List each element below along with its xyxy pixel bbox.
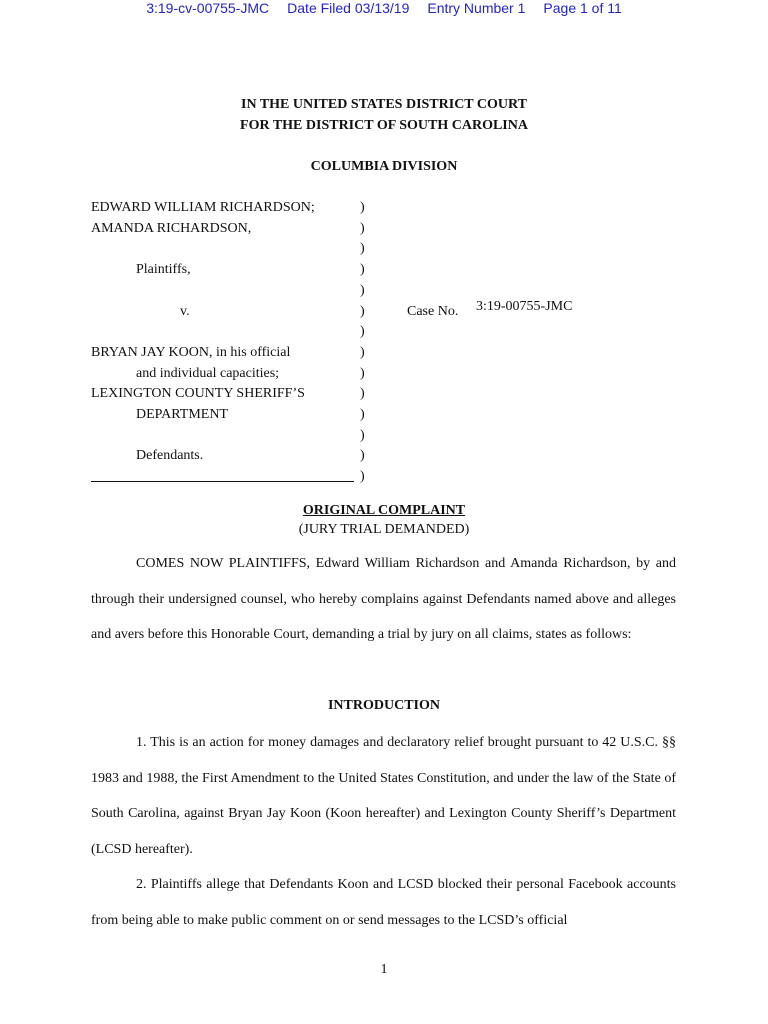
- intro-paragraph: COMES NOW PLAINTIFFS, Edward William Richardson and Amanda Richardson, by and through their undersigned counsel, who hereby complains against Defendants named above and alleges and avers before this Honorable Court, demanding a trial by jury on all claims, states as follows:: [91, 556, 676, 642]
- document-title: [0, 501, 768, 520]
- document-title-text: ORIGINAL COMPLAINT: [302, 503, 466, 518]
- page-number: 1: [380, 962, 388, 977]
- caption-plaintiffs-label: Plaintiffs,: [136, 262, 191, 277]
- court-name-line1: IN THE UNITED STATES DISTRICT COURT: [241, 97, 527, 112]
- caption-versus: v.: [180, 304, 190, 319]
- stamp-case-number: 3:19-cv-00755-JMC: [146, 0, 270, 16]
- document-subtitle: (JURY TRIAL DEMANDED): [298, 522, 470, 537]
- stamp-page-count: Page 1 of 11: [543, 0, 622, 16]
- paragraph-2: 2. Plaintiffs allege that Defendants Koon and LCSD blocked their personal Facebook accounts from being able to make public comment on or send messages to the LCSD’s official: [91, 877, 676, 928]
- stamp-date-filed: Date Filed 03/13/19: [287, 0, 410, 16]
- numbered-paragraphs: [91, 725, 676, 938]
- caption-defendants-label: Defendants.: [136, 448, 204, 463]
- section-heading-introduction: INTRODUCTION: [327, 698, 440, 713]
- caption-defendant-1: BRYAN JAY KOON, in his official: [91, 345, 291, 360]
- intro-paragraph-block: [91, 546, 676, 653]
- court-division: COLUMBIA DIVISION: [310, 159, 458, 174]
- paragraph-1: 1. This is an action for money damages and declaratory relief brought pursuant to 42 U.S.C. §§ 1983 and 1988, the First Amendment to the United States Constitution, and under the law of the State of South Carolina, against Bryan Jay Koon (Koon hereafter) and Lexington County Sheriff’s Department (LCSD hereafter).: [91, 735, 676, 857]
- case-number-value: 3:19-00755-JMC: [476, 299, 573, 314]
- caption-plaintiff-2: AMANDA RICHARDSON,: [91, 221, 252, 236]
- caption-defendant-2-cont: DEPARTMENT: [136, 407, 228, 422]
- caption-plaintiff-1: EDWARD WILLIAM RICHARDSON;: [91, 200, 315, 215]
- filing-stamp: [0, 0, 768, 16]
- case-number-label: Case No.: [407, 304, 459, 319]
- court-name-line2: FOR THE DISTRICT OF SOUTH CAROLINA: [240, 118, 528, 133]
- stamp-entry-number: Entry Number 1: [427, 0, 526, 16]
- caption-parenthesis-column: ) ) ) ) ) ) ) ) ) ) ) ) ) ): [360, 200, 365, 485]
- caption-defendant-2: LEXINGTON COUNTY SHERIFF’S: [91, 386, 305, 401]
- caption-divider: [91, 481, 354, 482]
- caption-defendant-1-cont: and individual capacities;: [136, 366, 280, 381]
